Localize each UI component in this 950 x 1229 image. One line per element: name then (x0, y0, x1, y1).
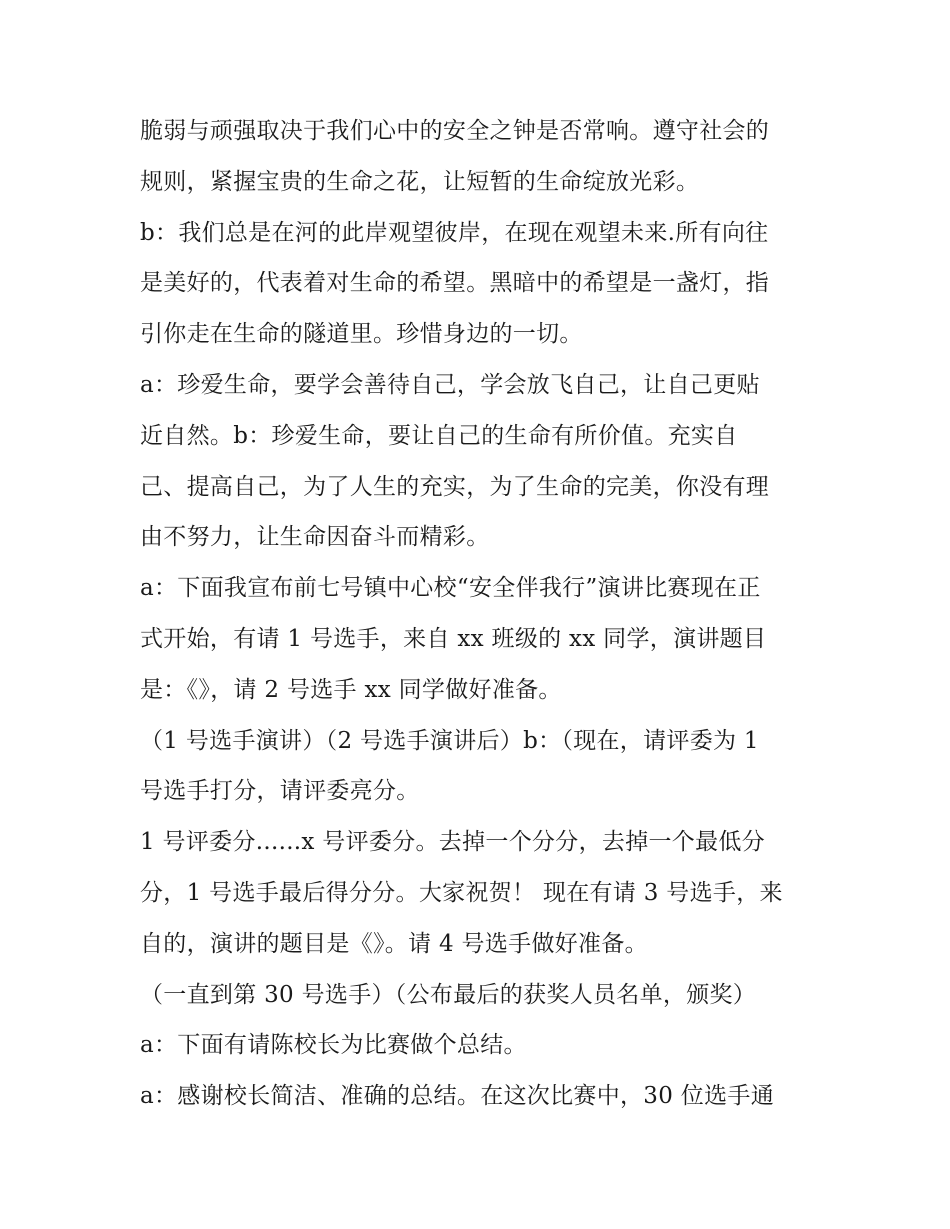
document-body (140, 106, 820, 1122)
text-line: 规则，紧握宝贵的生命之花，让短暂的生命绽放光彩。 (140, 168, 700, 195)
text-line: 式开始，有请 1 号选手，来自 xx 班级的 xx 同学，演讲题目 (140, 625, 767, 652)
text-line: 由不努力，让生命因奋斗而精彩。 (140, 524, 490, 551)
text-line: 是美好的，代表着对生命的希望。黑暗中的希望是一盏灯，指 (140, 270, 770, 297)
text-line: 自的，演讲的题目是《》。请 4 号选手做好准备。 (140, 930, 648, 957)
text-line: 引你走在生命的隧道里。珍惜身边的一切。 (140, 321, 583, 348)
text-line: 1 号评委分......x 号评委分。去掉一个分分，去掉一个最低分 (140, 829, 765, 856)
text-line: b：我们总是在河的此岸观望彼岸，在现在观望未来.所有向往 (140, 219, 769, 246)
text-line: （一直到第 30 号选手）（公布最后的获奖人员名单，颁奖） (140, 981, 757, 1008)
text-line: 号选手打分，请评委亮分。 (140, 778, 420, 805)
text-line: a：下面有请陈校长为比赛做个总结。 (140, 1032, 527, 1059)
text-line: a：下面我宣布前七号镇中心校“安全伴我行”演讲比赛现在正 (140, 575, 761, 602)
text-line: （1 号选手演讲）（2 号选手演讲后）b：（现在，请评委为 1 (140, 727, 759, 754)
text-line: a：感谢校长简洁、准确的总结。在这次比赛中，30 位选手通 (140, 1083, 774, 1110)
text-line: 分，1 号选手最后得分分。大家祝贺！ 现在有请 3 号选手，来 (140, 879, 783, 906)
text-line: 是：《》，请 2 号选手 xx 同学做好准备。 (140, 676, 562, 703)
text-line: 脆弱与顽强取决于我们心中的安全之钟是否常响。遵守社会的 (140, 118, 770, 144)
text-line: 近自然。b：珍爱生命，要让自己的生命有所价值。充实自 (140, 422, 738, 449)
text-line: a：珍爱生命，要学会善待自己，学会放飞自己，让自己更贴 (140, 371, 760, 398)
text-line: 己、提高自己，为了人生的充实，为了生命的完美，你没有理 (140, 473, 770, 500)
